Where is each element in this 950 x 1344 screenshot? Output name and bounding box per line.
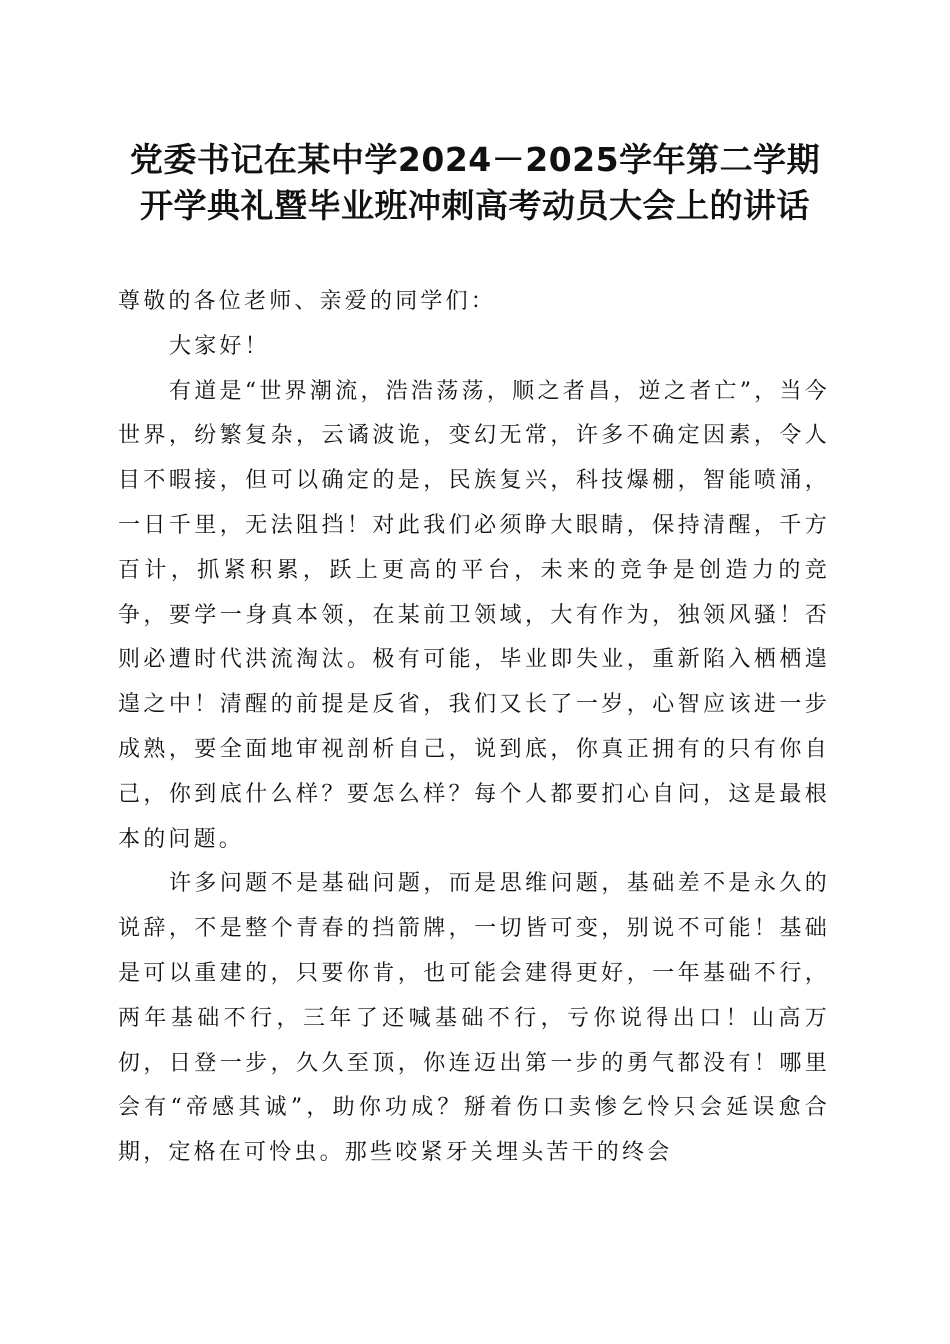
title-line-2: 开学典礼暨毕业班冲刺高考动员大会上的讲话 (140, 186, 810, 225)
title-line-1: 党委书记在某中学2024－2025学年第二学期 (129, 140, 821, 179)
paragraph-2: 许多问题不是基础问题，而是思维问题，基础差不是永久的说辞，不是整个青春的挡箭牌，一切皆可变，别说不可能！基础是可以重建的，只要你肯，也可能会建得更好，一年基础不行，两年基础不行，三年了还喊基础不行，亏你说得出口！山高万仞，日登一步，久久至顶，你连迈出第一步的勇气都没有！哪里会有“帝感其诚”，助你功成？掰着伤口卖惨乞怜只会延误愈合期，定格在可怜虫。那些咬紧牙关埋头苦干的终会 (118, 871, 830, 1166)
greeting: 大家好！ (169, 333, 270, 359)
speech-body (118, 280, 830, 1176)
salutation: 尊敬的各位老师、亲爱的同学们： (118, 289, 497, 314)
paragraph-1: 有道是“世界潮流，浩浩荡荡，顺之者昌，逆之者亡”，当今世界，纷繁复杂，云谲波诡，变幻无常，许多不确定因素，令人目不暇接，但可以确定的是，民族复兴，科技爆棚，智能喷涌，一日千里，无法阻挡！对此我们必须睁大眼睛，保持清醒，千方百计，抓紧积累，跃上更高的平台，未来的竞争是创造力的竞争，要学一身真本领，在某前卫领域，大有作为，独领风骚！否则必遭时代洪流淘汰。极有可能，毕业即失业，重新陷入栖栖遑遑之中！清醒的前提是反省，我们又长了一岁，心智应该进一步成熟，要全面地审视剖析自己，说到底，你真正拥有的只有你自己，你到底什么样？要怎么样？每个人都要扪心自问，这是最根本的问题。 (118, 378, 830, 852)
